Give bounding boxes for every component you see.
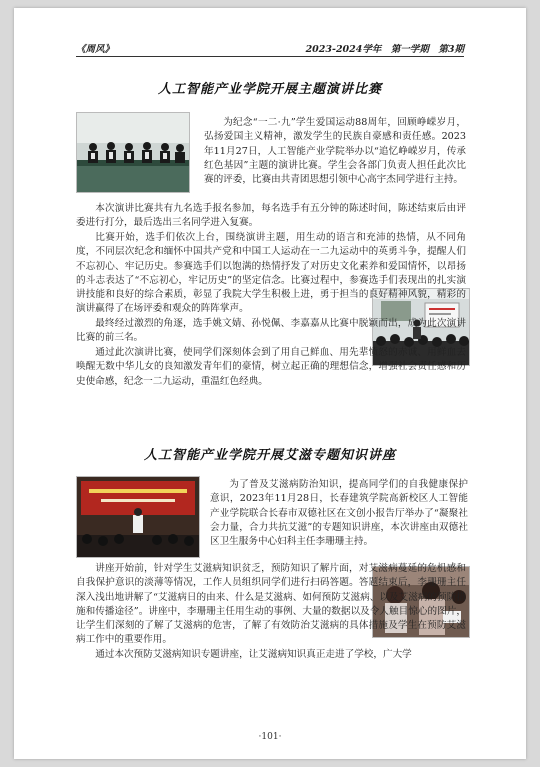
article2-paragraph-3: 通过本次预防艾滋病知识专题讲座，让艾滋病知识真正走进了学校，广大学 xyxy=(95,648,412,660)
article2-body xyxy=(76,562,466,662)
article1-intro xyxy=(204,116,466,187)
issue-info: 2023-2024学年 第一学期 第3期 xyxy=(305,44,464,55)
article1-body-top xyxy=(76,202,466,231)
running-header xyxy=(76,39,464,55)
aids-lecture-photo xyxy=(76,476,200,558)
article2-paragraph-2: 讲座开始前，针对学生艾滋病知识贫乏，预防知识了解片面，对艾滋病蔓延的危机感和自我保护意识的淡薄等情况，工作人员组织同学们进行扫码答题。答题结束后，李珊珊主任深入浅出地讲解了“艾滋病日的由来、什么是艾滋病、如何预防艾滋病、以及艾滋病的预防措施和传播途径”。讲座中，李珊珊主任用生动的事例、大量的数据以及令人触目惊心的图片，让学生们深刻的了解了艾滋病的危害，了解了有效防治艾滋病的具体措施及学生在预防艾滋病工作中的重要作用。 xyxy=(76,563,466,646)
article1-paragraph-4: 最终经过激烈的角逐，选手姚文婧、孙悦佩、李嘉嘉从比赛中脱颖而出，成为此次演讲比赛的前三名。 xyxy=(76,318,466,344)
journal-name: 《周风》 xyxy=(76,44,115,55)
article1-body-mid xyxy=(76,231,466,317)
article1-body-end xyxy=(76,346,466,389)
article1-paragraph-5: 通过此次演讲比赛，使同学们深刻体会到了用自己鲜血、用先辈愤怒的赤诚、用鲜血去唤醒无数中华儿女的良知激发青年们的豪情，树立起正确的理想信念，增强社会责任感和历史使命感，纪念一二九运动，重温红色经典。 xyxy=(76,347,466,387)
article1-paragraph-3: 比赛开始，选手们依次上台，围绕演讲主题，用生动的语言和充沛的热情，从不同角度，不同层次纪念和缅怀中国共产党和中国工人运动在一二九运动中的英勇斗争，提醒人们不忘初心、牢记历史。参赛选手们以饱满的热情抒发了对历史文化素养和爱国情怀，以昂扬的斗志表达了“不忘初心，牢记历史”的坚定信念。比赛过程中，参赛选手们表现出的扎实演讲技能和良好的综合素质，彰显了我院大学生积极上进，勇于担当的良好精神风貌，精彩的演讲赢得了在场评委和观众的阵阵掌声。 xyxy=(76,232,466,315)
article1-intro-text: 为纪念“一二·九”学生爱国运动88周年，回顾峥嵘岁月，弘扬爱国主义精神，激发学生的民族自豪感和责任感。2023年11月27日，人工智能产业学院举办以“追忆峥嵘岁月，传承红色基因”主题的演讲比赛。学生会各部门负责人担任此次比赛的评委，比赛由共青团思想引领中心高宇杰同学进行主持。 xyxy=(204,117,466,186)
header-rule xyxy=(76,56,464,57)
article2-intro xyxy=(210,478,468,549)
speech-contest-photo xyxy=(76,112,190,193)
article2-intro-text: 为了普及艾滋病防治知识，提高同学们的自我健康保护意识，2023年11月28日，长春建筑学院高新校区人工智能产业学院联合长春市双德社区在文创小报告厅举办了“凝聚社会力量，合力共抗艾滋”的专题知识讲座，本次讲座由双德社区卫生服务中心妇科主任李珊珊主持。 xyxy=(210,479,468,548)
article1-body-lower xyxy=(76,317,466,346)
page-number: ·101· xyxy=(258,732,282,742)
article1-paragraph-2: 本次演讲比赛共有九名选手报名参加，每名选手有五分钟的陈述时间，陈述结束后由评委进行打分，最后选出三名同学进入复赛。 xyxy=(76,203,466,229)
document-page xyxy=(14,8,526,759)
article2-title: 人工智能产业学院开展艾滋专题知识讲座 xyxy=(143,448,396,463)
article1-title: 人工智能产业学院开展主题演讲比赛 xyxy=(157,82,382,97)
